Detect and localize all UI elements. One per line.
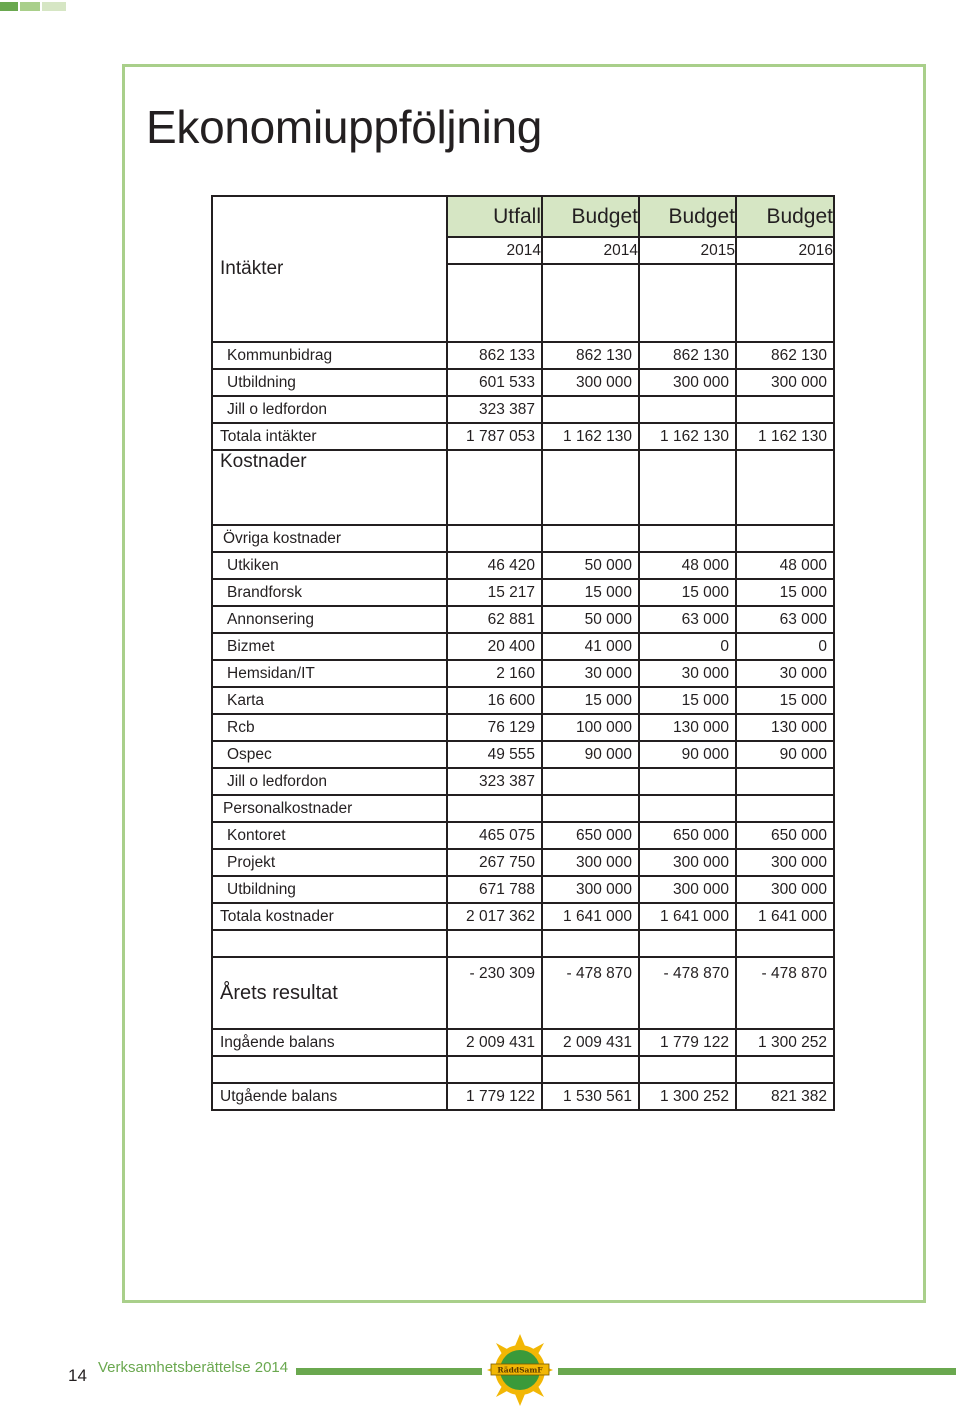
- empty-cell: [542, 930, 639, 957]
- value-cell: 0: [639, 633, 736, 660]
- table-row: [212, 714, 834, 741]
- empty-cell: [639, 1056, 736, 1083]
- value-cell: 130 000: [736, 714, 834, 741]
- row-label: Utbildning: [212, 369, 447, 396]
- value-cell: 300 000: [639, 849, 736, 876]
- value-cell: 650 000: [639, 822, 736, 849]
- value-cell: 1 162 130: [639, 423, 736, 450]
- value-cell: 15 000: [736, 687, 834, 714]
- value-cell: 300 000: [542, 849, 639, 876]
- row-label: Kommunbidrag: [212, 342, 447, 369]
- value-cell: 46 420: [447, 552, 542, 579]
- row-label: Utkiken: [212, 552, 447, 579]
- value-cell: - 478 870: [542, 957, 639, 1029]
- value-cell: 300 000: [736, 849, 834, 876]
- value-cell: 1 779 122: [447, 1083, 542, 1110]
- row-label: Karta: [212, 687, 447, 714]
- empty-cell: [542, 525, 639, 552]
- empty-cell: [212, 930, 447, 957]
- value-cell: 862 130: [542, 342, 639, 369]
- value-cell: 1 300 252: [736, 1029, 834, 1056]
- totals-row: [212, 423, 834, 450]
- value-cell: 15 000: [542, 579, 639, 606]
- row-label: Årets resultat: [212, 957, 447, 1029]
- row-label: Brandforsk: [212, 579, 447, 606]
- row-label: Totala intäkter: [212, 423, 447, 450]
- row-label: Utbildning: [212, 876, 447, 903]
- value-cell: 1 300 252: [639, 1083, 736, 1110]
- empty-cell: [542, 1056, 639, 1083]
- value-cell: [542, 396, 639, 423]
- value-cell: 650 000: [736, 822, 834, 849]
- value-cell: 300 000: [542, 369, 639, 396]
- table-row: [212, 369, 834, 396]
- year-cell: 2014: [447, 237, 542, 264]
- empty-cell: [212, 1056, 447, 1083]
- empty-cell: [736, 930, 834, 957]
- empty-cell: [639, 795, 736, 822]
- value-cell: 63 000: [639, 606, 736, 633]
- value-cell: 821 382: [736, 1083, 834, 1110]
- empty-cell: [736, 1056, 834, 1083]
- page-number: 14: [68, 1366, 87, 1385]
- row-label: Bizmet: [212, 633, 447, 660]
- year-cell: 2016: [736, 237, 834, 264]
- value-cell: [639, 768, 736, 795]
- value-cell: 48 000: [736, 552, 834, 579]
- value-cell: 15 000: [542, 687, 639, 714]
- value-cell: 1 162 130: [542, 423, 639, 450]
- footer-bar-left: [296, 1368, 482, 1375]
- row-label: Utgående balans: [212, 1083, 447, 1110]
- value-cell: 15 000: [639, 687, 736, 714]
- financial-table: [211, 195, 835, 1111]
- row-label: Hemsidan/IT: [212, 660, 447, 687]
- empty-cell: [736, 795, 834, 822]
- empty-cell: [447, 450, 542, 525]
- value-cell: 465 075: [447, 822, 542, 849]
- value-cell: 50 000: [542, 606, 639, 633]
- value-cell: 2 017 362: [447, 903, 542, 930]
- logo-text: RäddSamF: [497, 1365, 543, 1375]
- row-label: Jill o ledfordon: [212, 396, 447, 423]
- value-cell: 16 600: [447, 687, 542, 714]
- header-budget-2016: Budget: [736, 196, 834, 237]
- subsection-row: [212, 795, 834, 822]
- value-cell: 30 000: [639, 660, 736, 687]
- totals-row: [212, 903, 834, 930]
- header-utfall: Utfall: [447, 196, 542, 237]
- value-cell: - 478 870: [639, 957, 736, 1029]
- row-label: Ingående balans: [212, 1029, 447, 1056]
- value-cell: 323 387: [447, 396, 542, 423]
- value-cell: 601 533: [447, 369, 542, 396]
- corner-decoration-mid: [20, 2, 40, 11]
- value-cell: 300 000: [736, 876, 834, 903]
- empty-cell: [447, 525, 542, 552]
- value-cell: 41 000: [542, 633, 639, 660]
- year-cell: 2015: [639, 237, 736, 264]
- intakter-heading: Intäkter: [212, 196, 447, 342]
- table-row: [212, 579, 834, 606]
- empty-cell: [447, 795, 542, 822]
- value-cell: 100 000: [542, 714, 639, 741]
- table-row: [212, 660, 834, 687]
- value-cell: 15 217: [447, 579, 542, 606]
- value-cell: 20 400: [447, 633, 542, 660]
- empty-cell: [639, 525, 736, 552]
- footer-text: Verksamhetsberättelse 2014: [98, 1359, 289, 1376]
- row-label: Projekt: [212, 849, 447, 876]
- value-cell: 1 641 000: [542, 903, 639, 930]
- value-cell: 30 000: [542, 660, 639, 687]
- row-label: Totala kostnader: [212, 903, 447, 930]
- value-cell: [542, 768, 639, 795]
- empty-cell: [639, 264, 736, 342]
- empty-cell: [639, 450, 736, 525]
- table-row: [212, 552, 834, 579]
- table-row: [212, 822, 834, 849]
- value-cell: 1 641 000: [639, 903, 736, 930]
- empty-cell: [736, 525, 834, 552]
- balance-row: [212, 1083, 834, 1110]
- value-cell: 300 000: [542, 876, 639, 903]
- empty-cell: [736, 450, 834, 525]
- value-cell: 671 788: [447, 876, 542, 903]
- value-cell: 300 000: [736, 369, 834, 396]
- raddsamf-logo: [487, 1334, 553, 1406]
- value-cell: 90 000: [542, 741, 639, 768]
- empty-cell: [447, 930, 542, 957]
- value-cell: - 478 870: [736, 957, 834, 1029]
- value-cell: 76 129: [447, 714, 542, 741]
- value-cell: 1 162 130: [736, 423, 834, 450]
- value-cell: 130 000: [639, 714, 736, 741]
- value-cell: 2 009 431: [542, 1029, 639, 1056]
- empty-cell: [736, 264, 834, 342]
- table-row: [212, 741, 834, 768]
- header-budget-2015: Budget: [639, 196, 736, 237]
- header-budget-2014: Budget: [542, 196, 639, 237]
- corner-decoration-dark: [0, 2, 18, 11]
- corner-decoration-light: [42, 2, 66, 11]
- row-label: Rcb: [212, 714, 447, 741]
- value-cell: 1 641 000: [736, 903, 834, 930]
- value-cell: 62 881: [447, 606, 542, 633]
- value-cell: 90 000: [639, 741, 736, 768]
- value-cell: 2 160: [447, 660, 542, 687]
- table-row: [212, 342, 834, 369]
- value-cell: [736, 768, 834, 795]
- empty-cell: [447, 264, 542, 342]
- value-cell: [736, 396, 834, 423]
- personalkostnader-heading: Personalkostnader: [212, 795, 447, 822]
- value-cell: 862 130: [639, 342, 736, 369]
- value-cell: 300 000: [639, 369, 736, 396]
- value-cell: 50 000: [542, 552, 639, 579]
- table-row: [212, 768, 834, 795]
- value-cell: 15 000: [736, 579, 834, 606]
- table-row: [212, 633, 834, 660]
- value-cell: 862 133: [447, 342, 542, 369]
- value-cell: 0: [736, 633, 834, 660]
- value-cell: 862 130: [736, 342, 834, 369]
- footer-bar-right: [558, 1368, 956, 1375]
- page-title: Ekonomiuppföljning: [146, 101, 543, 153]
- value-cell: 15 000: [639, 579, 736, 606]
- balance-row: [212, 1029, 834, 1056]
- table-row: [212, 876, 834, 903]
- value-cell: 1 787 053: [447, 423, 542, 450]
- row-label: Jill o ledfordon: [212, 768, 447, 795]
- kostnader-heading: Kostnader: [212, 450, 447, 525]
- value-cell: 300 000: [639, 876, 736, 903]
- value-cell: 2 009 431: [447, 1029, 542, 1056]
- value-cell: 30 000: [736, 660, 834, 687]
- value-cell: 650 000: [542, 822, 639, 849]
- value-cell: 63 000: [736, 606, 834, 633]
- value-cell: 1 530 561: [542, 1083, 639, 1110]
- empty-cell: [542, 450, 639, 525]
- empty-cell: [639, 930, 736, 957]
- subsection-row: [212, 525, 834, 552]
- value-cell: 90 000: [736, 741, 834, 768]
- empty-cell: [542, 264, 639, 342]
- empty-cell: [542, 795, 639, 822]
- value-cell: - 230 309: [447, 957, 542, 1029]
- table-row: [212, 606, 834, 633]
- table-row: [212, 849, 834, 876]
- row-label: Kontoret: [212, 822, 447, 849]
- value-cell: 48 000: [639, 552, 736, 579]
- result-row: [212, 957, 834, 1029]
- value-cell: 49 555: [447, 741, 542, 768]
- value-cell: 267 750: [447, 849, 542, 876]
- ovriga-kostnader-heading: Övriga kostnader: [212, 525, 447, 552]
- year-cell: 2014: [542, 237, 639, 264]
- table-row: [212, 687, 834, 714]
- value-cell: [639, 396, 736, 423]
- empty-cell: [447, 1056, 542, 1083]
- value-cell: 1 779 122: [639, 1029, 736, 1056]
- table-row: [212, 396, 834, 423]
- row-label: Annonsering: [212, 606, 447, 633]
- value-cell: 323 387: [447, 768, 542, 795]
- row-label: Ospec: [212, 741, 447, 768]
